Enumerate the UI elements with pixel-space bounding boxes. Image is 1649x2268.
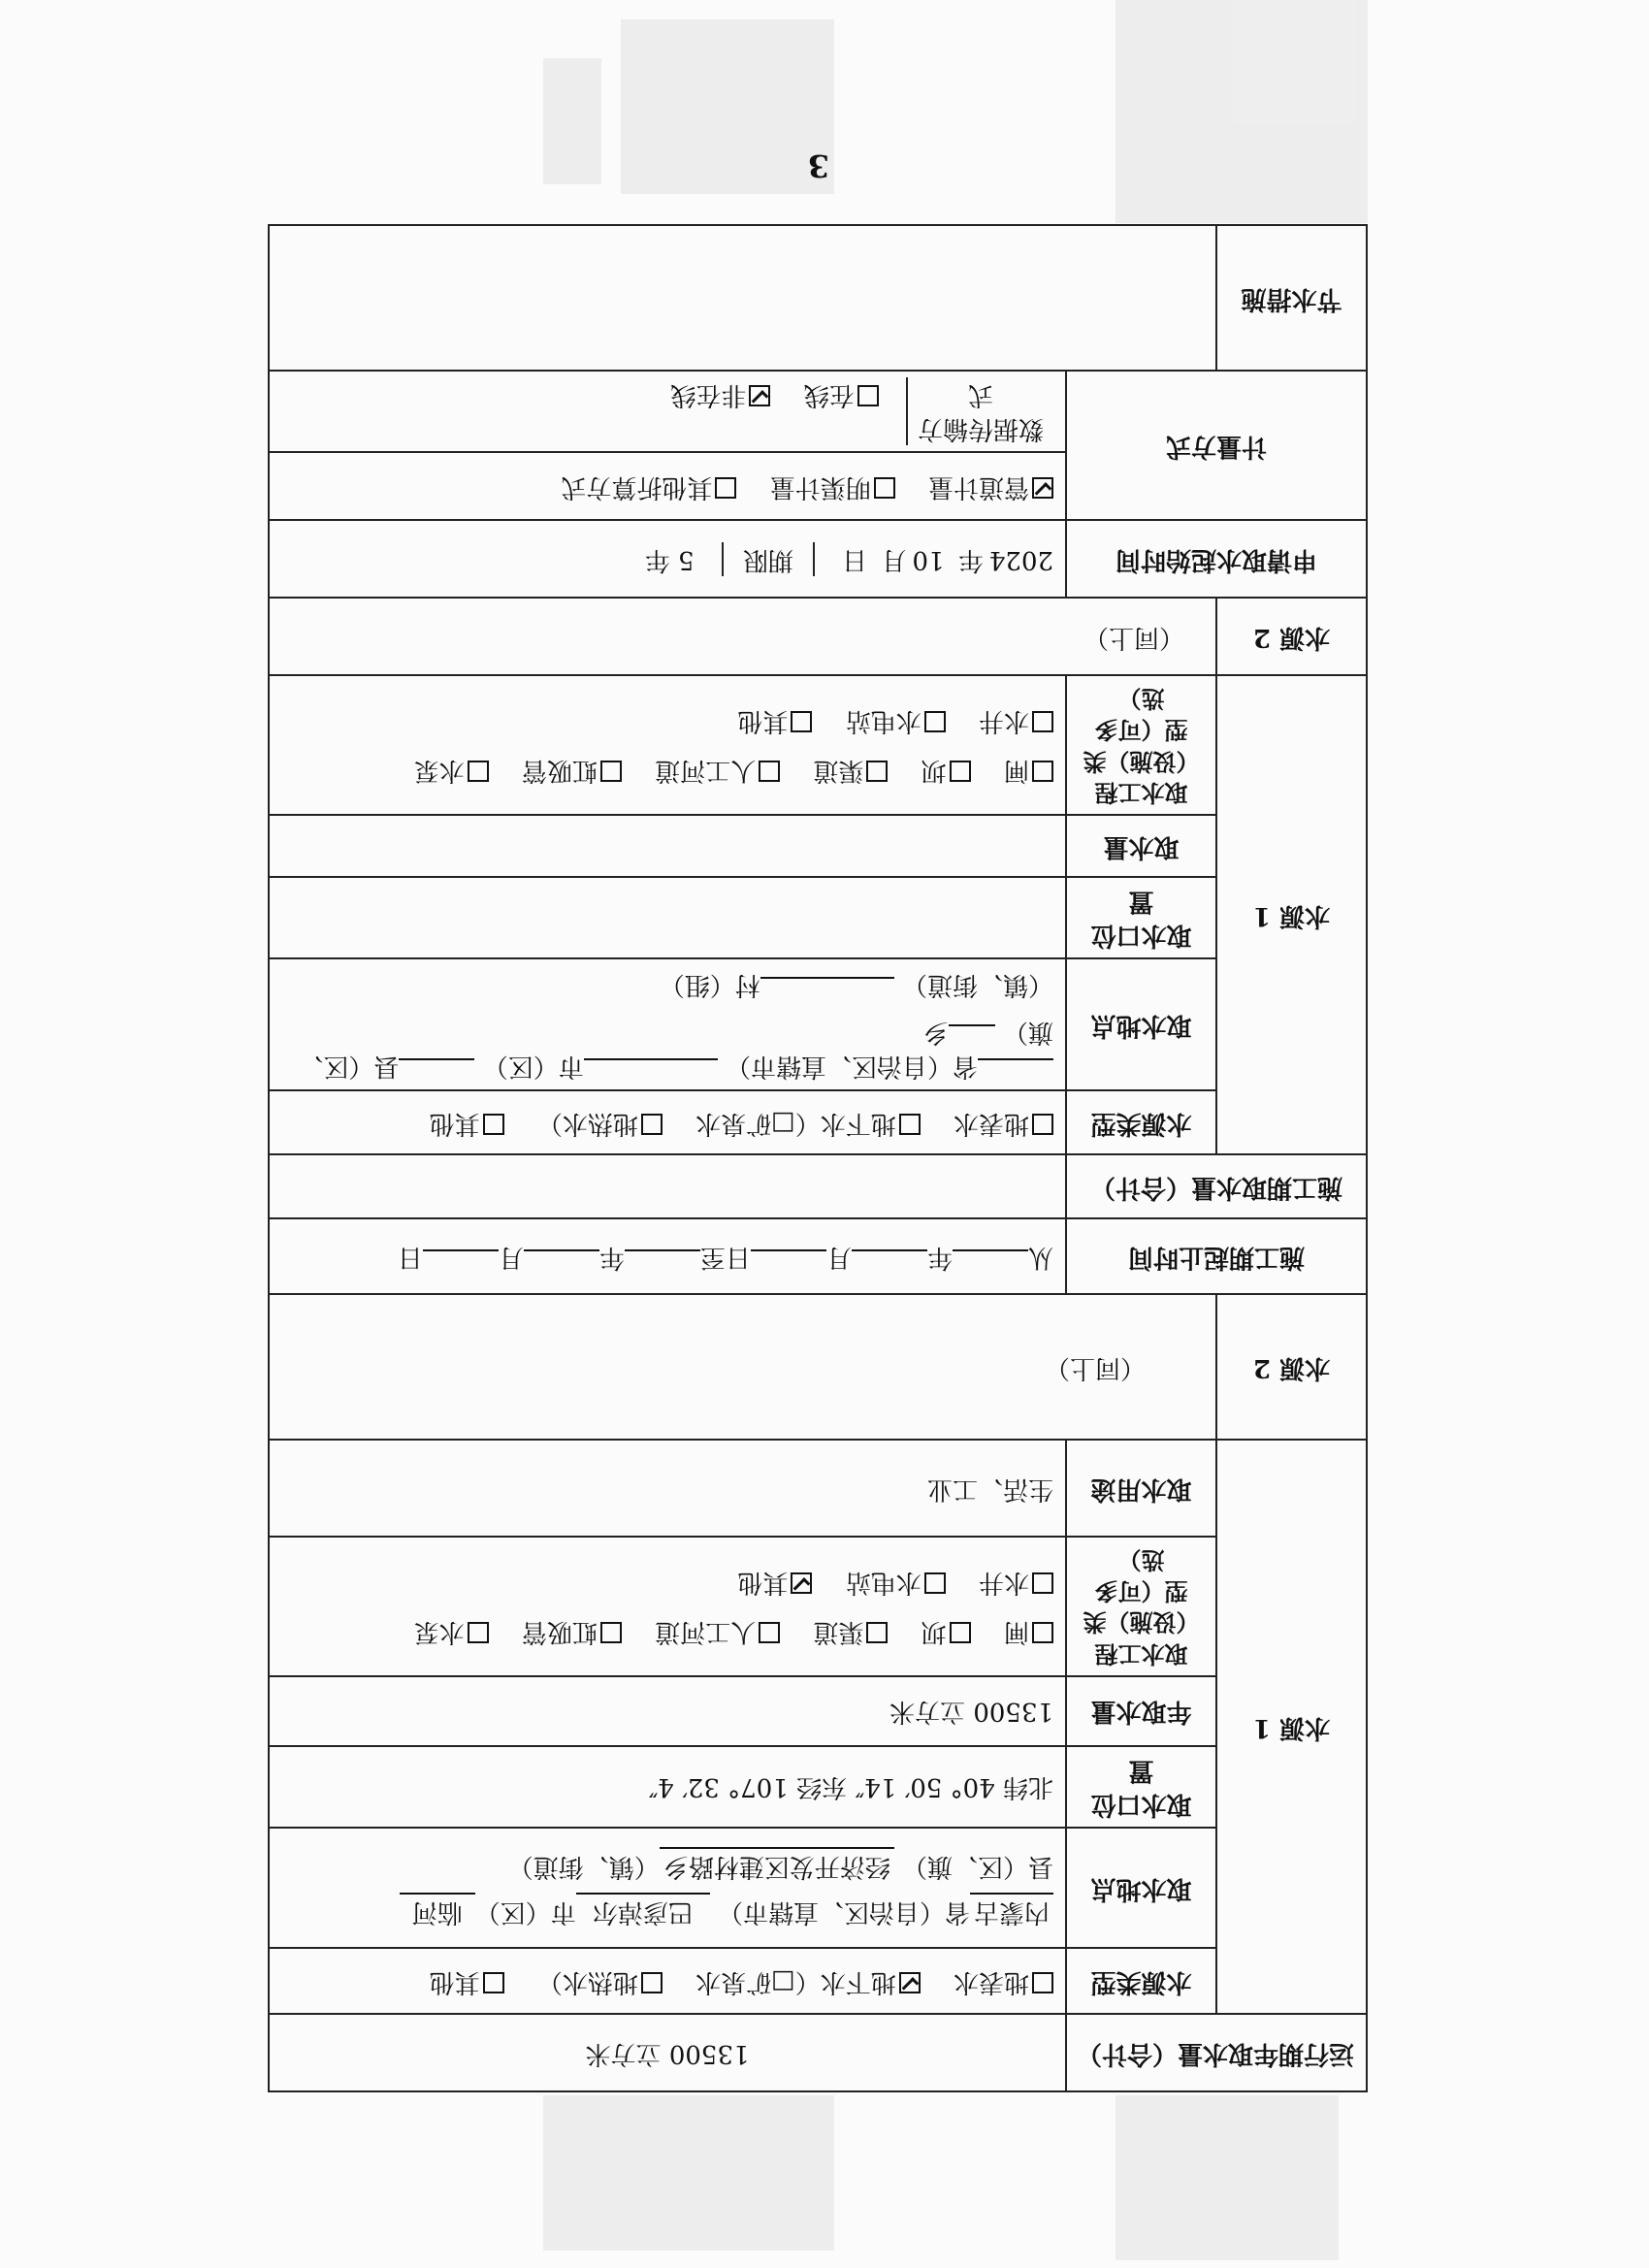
- cons-project-option-2[interactable]: 渠道: [813, 753, 888, 787]
- checkbox-icon: [866, 761, 888, 782]
- op-water-type-label: 水源类型: [1066, 1948, 1216, 2014]
- cons-water-type-row: [269, 1090, 1367, 1154]
- op-use-value: 生活、工业: [269, 1440, 1066, 1537]
- cons-project-option-6[interactable]: 水井: [979, 703, 1053, 737]
- term-value[interactable]: 5 年: [644, 545, 695, 575]
- op-project-option-7[interactable]: 水电站: [846, 1565, 946, 1599]
- checkbox-icon: [759, 761, 780, 782]
- op-water-type-options: [269, 1948, 1066, 2014]
- cons-volume-value[interactable]: [269, 815, 1066, 877]
- water-permit-form: [268, 224, 1368, 2092]
- metering-option-0[interactable]: 管道计量: [928, 470, 1053, 503]
- construction-total-row: [269, 1154, 1367, 1218]
- op-project-option-0[interactable]: 闸: [1004, 1614, 1053, 1648]
- cons-volume-row: [269, 815, 1367, 877]
- op-project-option-5[interactable]: 水泵: [414, 1614, 489, 1648]
- construction-period-value: 从年月日至年月日: [269, 1218, 1066, 1294]
- cons-water-option-3[interactable]: 其他: [430, 1106, 504, 1140]
- op-project-option-1[interactable]: 坝: [922, 1614, 971, 1648]
- cons-water-type-label: 水源类型: [1066, 1090, 1216, 1154]
- metering-transfer: [269, 371, 1066, 452]
- cons-city-field[interactable]: [584, 1058, 718, 1060]
- cons-source2-value: （同上）: [269, 599, 1216, 676]
- start-time-value: 2024年 10月 日 期限 5 年: [269, 521, 1066, 599]
- cons-project-option-4[interactable]: 虹吸管: [522, 753, 622, 787]
- op-water-option-3[interactable]: 其他: [430, 1963, 504, 1997]
- op-intake-row: [269, 1746, 1367, 1828]
- saving-value[interactable]: [269, 225, 1216, 371]
- checkbox-icon: [468, 1622, 489, 1643]
- metering-option-1[interactable]: 明渠计量: [770, 470, 895, 503]
- op-source2-row: [269, 1294, 1367, 1440]
- op-project-option-6[interactable]: 水井: [979, 1565, 1053, 1599]
- operation-annual-label: 运行期年取水量（合计）: [1066, 2014, 1367, 2091]
- checkbox-icon: [950, 761, 971, 782]
- op-project-option-3[interactable]: 人工河道: [655, 1614, 780, 1648]
- op-water-type-row: [269, 1948, 1367, 2014]
- op-project-option-8[interactable]: 其他: [737, 1565, 812, 1599]
- cons-project-option-8[interactable]: 其他: [737, 703, 812, 737]
- cons-end-month-field[interactable]: [524, 1249, 599, 1251]
- checkbox-icon: [715, 477, 736, 499]
- op-project-row: [269, 1537, 1367, 1676]
- construction-total-value[interactable]: [269, 1154, 1066, 1218]
- op-volume-row: [269, 1676, 1367, 1746]
- cons-project-option-1[interactable]: 坝: [922, 753, 971, 787]
- cons-source1-label: 水源 1: [1216, 676, 1367, 1155]
- op-use-label: 取水用途: [1066, 1440, 1216, 1537]
- op-intake-label: 取水口位置: [1066, 1746, 1216, 1828]
- transfer-option-1[interactable]: 非在线: [670, 377, 770, 411]
- cons-project-label: 取水工程（设施）类型（可多选）: [1066, 676, 1216, 816]
- cons-project-option-5[interactable]: 水泵: [414, 753, 489, 787]
- op-intake-value: 北纬 40° 50′ 14″ 东经 107° 32′ 4″: [269, 1746, 1066, 1828]
- checkbox-checked-icon: [1032, 477, 1053, 499]
- cons-province-field[interactable]: [978, 1058, 1053, 1060]
- checkbox-icon: [791, 711, 812, 732]
- cons-volume-label: 取水量: [1066, 815, 1216, 877]
- cons-village-field[interactable]: [760, 977, 894, 979]
- term-label: 期限: [722, 542, 815, 576]
- checkbox-icon: [759, 1622, 780, 1643]
- metering-methods: [269, 453, 1066, 521]
- cons-source2-label: 水源 2: [1216, 599, 1367, 676]
- op-project-option-4[interactable]: 虹吸管: [522, 1614, 622, 1648]
- metering-methods-row: [269, 453, 1367, 521]
- transfer-label: 数据传输方式: [906, 377, 1053, 445]
- checkbox-icon: [924, 1572, 946, 1594]
- checkbox-icon: [468, 761, 489, 782]
- cons-project-row: [269, 676, 1367, 816]
- op-water-option-0[interactable]: 地表水: [954, 1963, 1053, 1997]
- cons-water-type-options: [269, 1090, 1066, 1154]
- cons-location-row: [269, 958, 1367, 1090]
- checkbox-icon: [950, 1622, 971, 1643]
- checkbox-icon: [1032, 1572, 1053, 1594]
- op-use-row: [269, 1440, 1367, 1537]
- op-volume-label: 年取水量: [1066, 1676, 1216, 1746]
- checkbox-icon: [1032, 1972, 1053, 1993]
- checkbox-icon: [899, 1114, 921, 1135]
- cons-project-options: [269, 676, 1066, 816]
- checkbox-icon: [641, 1114, 663, 1135]
- cons-location-label: 取水地点: [1066, 958, 1216, 1090]
- cons-town-field[interactable]: [949, 1024, 995, 1026]
- construction-total-label: 施工期取水量（合计）: [1066, 1154, 1367, 1218]
- op-province-field[interactable]: 内蒙古: [970, 1893, 1053, 1928]
- checkbox-icon: [641, 1972, 663, 1993]
- cons-intake-row: [269, 877, 1367, 958]
- op-location-row: [269, 1828, 1367, 1948]
- checkbox-icon: [857, 385, 879, 406]
- checkbox-icon: [600, 1622, 622, 1643]
- op-source2-label: 水源 2: [1216, 1294, 1367, 1440]
- op-project-option-2[interactable]: 渠道: [813, 1614, 888, 1648]
- op-project-options: [269, 1537, 1066, 1676]
- cons-project-option-7[interactable]: 水电站: [846, 703, 946, 737]
- op-town-field[interactable]: 经济开发区建材路乡: [660, 1847, 894, 1883]
- start-time-row: [269, 521, 1367, 599]
- op-location-value: 内蒙古省（自治区、直辖市） 巴彦淖尔市（区）临河 县（区、旗） 经济开发区建材路乡（镇、街道）: [269, 1828, 1066, 1948]
- checkbox-checked-icon: [791, 1572, 812, 1594]
- cons-end-day-field[interactable]: [423, 1249, 499, 1251]
- op-location-label: 取水地点: [1066, 1828, 1216, 1948]
- op-source2-value: （同上）: [269, 1294, 1216, 1440]
- checkbox-icon: [924, 711, 946, 732]
- start-time-label: 申请取水起始时间: [1066, 521, 1367, 599]
- operation-annual-row: [269, 2014, 1367, 2091]
- checkbox-checked-icon: [749, 385, 770, 406]
- operation-annual-value: 13500 立方米: [269, 2014, 1066, 2091]
- cons-start-month-field[interactable]: [852, 1249, 927, 1251]
- checkbox-icon: [874, 477, 895, 499]
- checkbox-icon: [1032, 761, 1053, 782]
- saving-row: [269, 225, 1367, 371]
- metering-label: 计量方式: [1066, 371, 1367, 520]
- op-water-option-2[interactable]: 地热水）: [537, 1963, 663, 1997]
- page-number: 3: [807, 147, 829, 184]
- checkbox-icon: [866, 1622, 888, 1643]
- construction-period-label: 施工期起止时间: [1066, 1218, 1367, 1294]
- cons-project-option-0[interactable]: 闸: [1004, 753, 1053, 787]
- cons-start-day-field[interactable]: [751, 1249, 826, 1251]
- op-county-field[interactable]: 临河: [400, 1893, 475, 1928]
- checkbox-icon: [483, 1972, 504, 1993]
- checkbox-icon: [1032, 1622, 1053, 1643]
- cons-county-field[interactable]: [399, 1058, 474, 1060]
- metering-option-2[interactable]: 其他折算方式: [561, 470, 736, 503]
- construction-period-row: [269, 1218, 1367, 1294]
- cons-project-option-3[interactable]: 人工河道: [655, 753, 780, 787]
- cons-source2-row: [269, 599, 1367, 676]
- checkbox-icon: [1032, 711, 1053, 732]
- saving-label: 节水措施: [1216, 225, 1367, 371]
- op-source1-label: 水源 1: [1216, 1440, 1367, 2014]
- checkbox-checked-icon: [899, 1972, 921, 1993]
- cons-water-option-1[interactable]: 地下水（□矿泉水: [695, 1106, 921, 1140]
- checkbox-icon: [483, 1114, 504, 1135]
- cons-intake-value[interactable]: [269, 877, 1066, 958]
- transfer-option-0[interactable]: 在线: [804, 377, 879, 411]
- cons-start-year-field[interactable]: [953, 1249, 1028, 1251]
- checkbox-icon: [600, 761, 622, 782]
- cons-end-year-field[interactable]: [625, 1249, 700, 1251]
- checkbox-icon: [1032, 1114, 1053, 1135]
- cons-intake-label: 取水口位置: [1066, 877, 1216, 958]
- op-water-option-1[interactable]: 地下水（□矿泉水: [695, 1963, 921, 1997]
- cons-water-option-0[interactable]: 地表水: [954, 1106, 1053, 1140]
- cons-location-value: 省（自治区、直辖市） 市（区） 县（区、旗） 乡 （镇、街道） 村（组）: [269, 958, 1066, 1090]
- cons-water-option-2[interactable]: 地热水）: [537, 1106, 663, 1140]
- op-volume-value: 13500 立方米: [269, 1676, 1066, 1746]
- op-project-label: 取水工程（设施）类型（可多选）: [1066, 1537, 1216, 1676]
- op-city-field[interactable]: 巴彦淖尔: [576, 1893, 710, 1928]
